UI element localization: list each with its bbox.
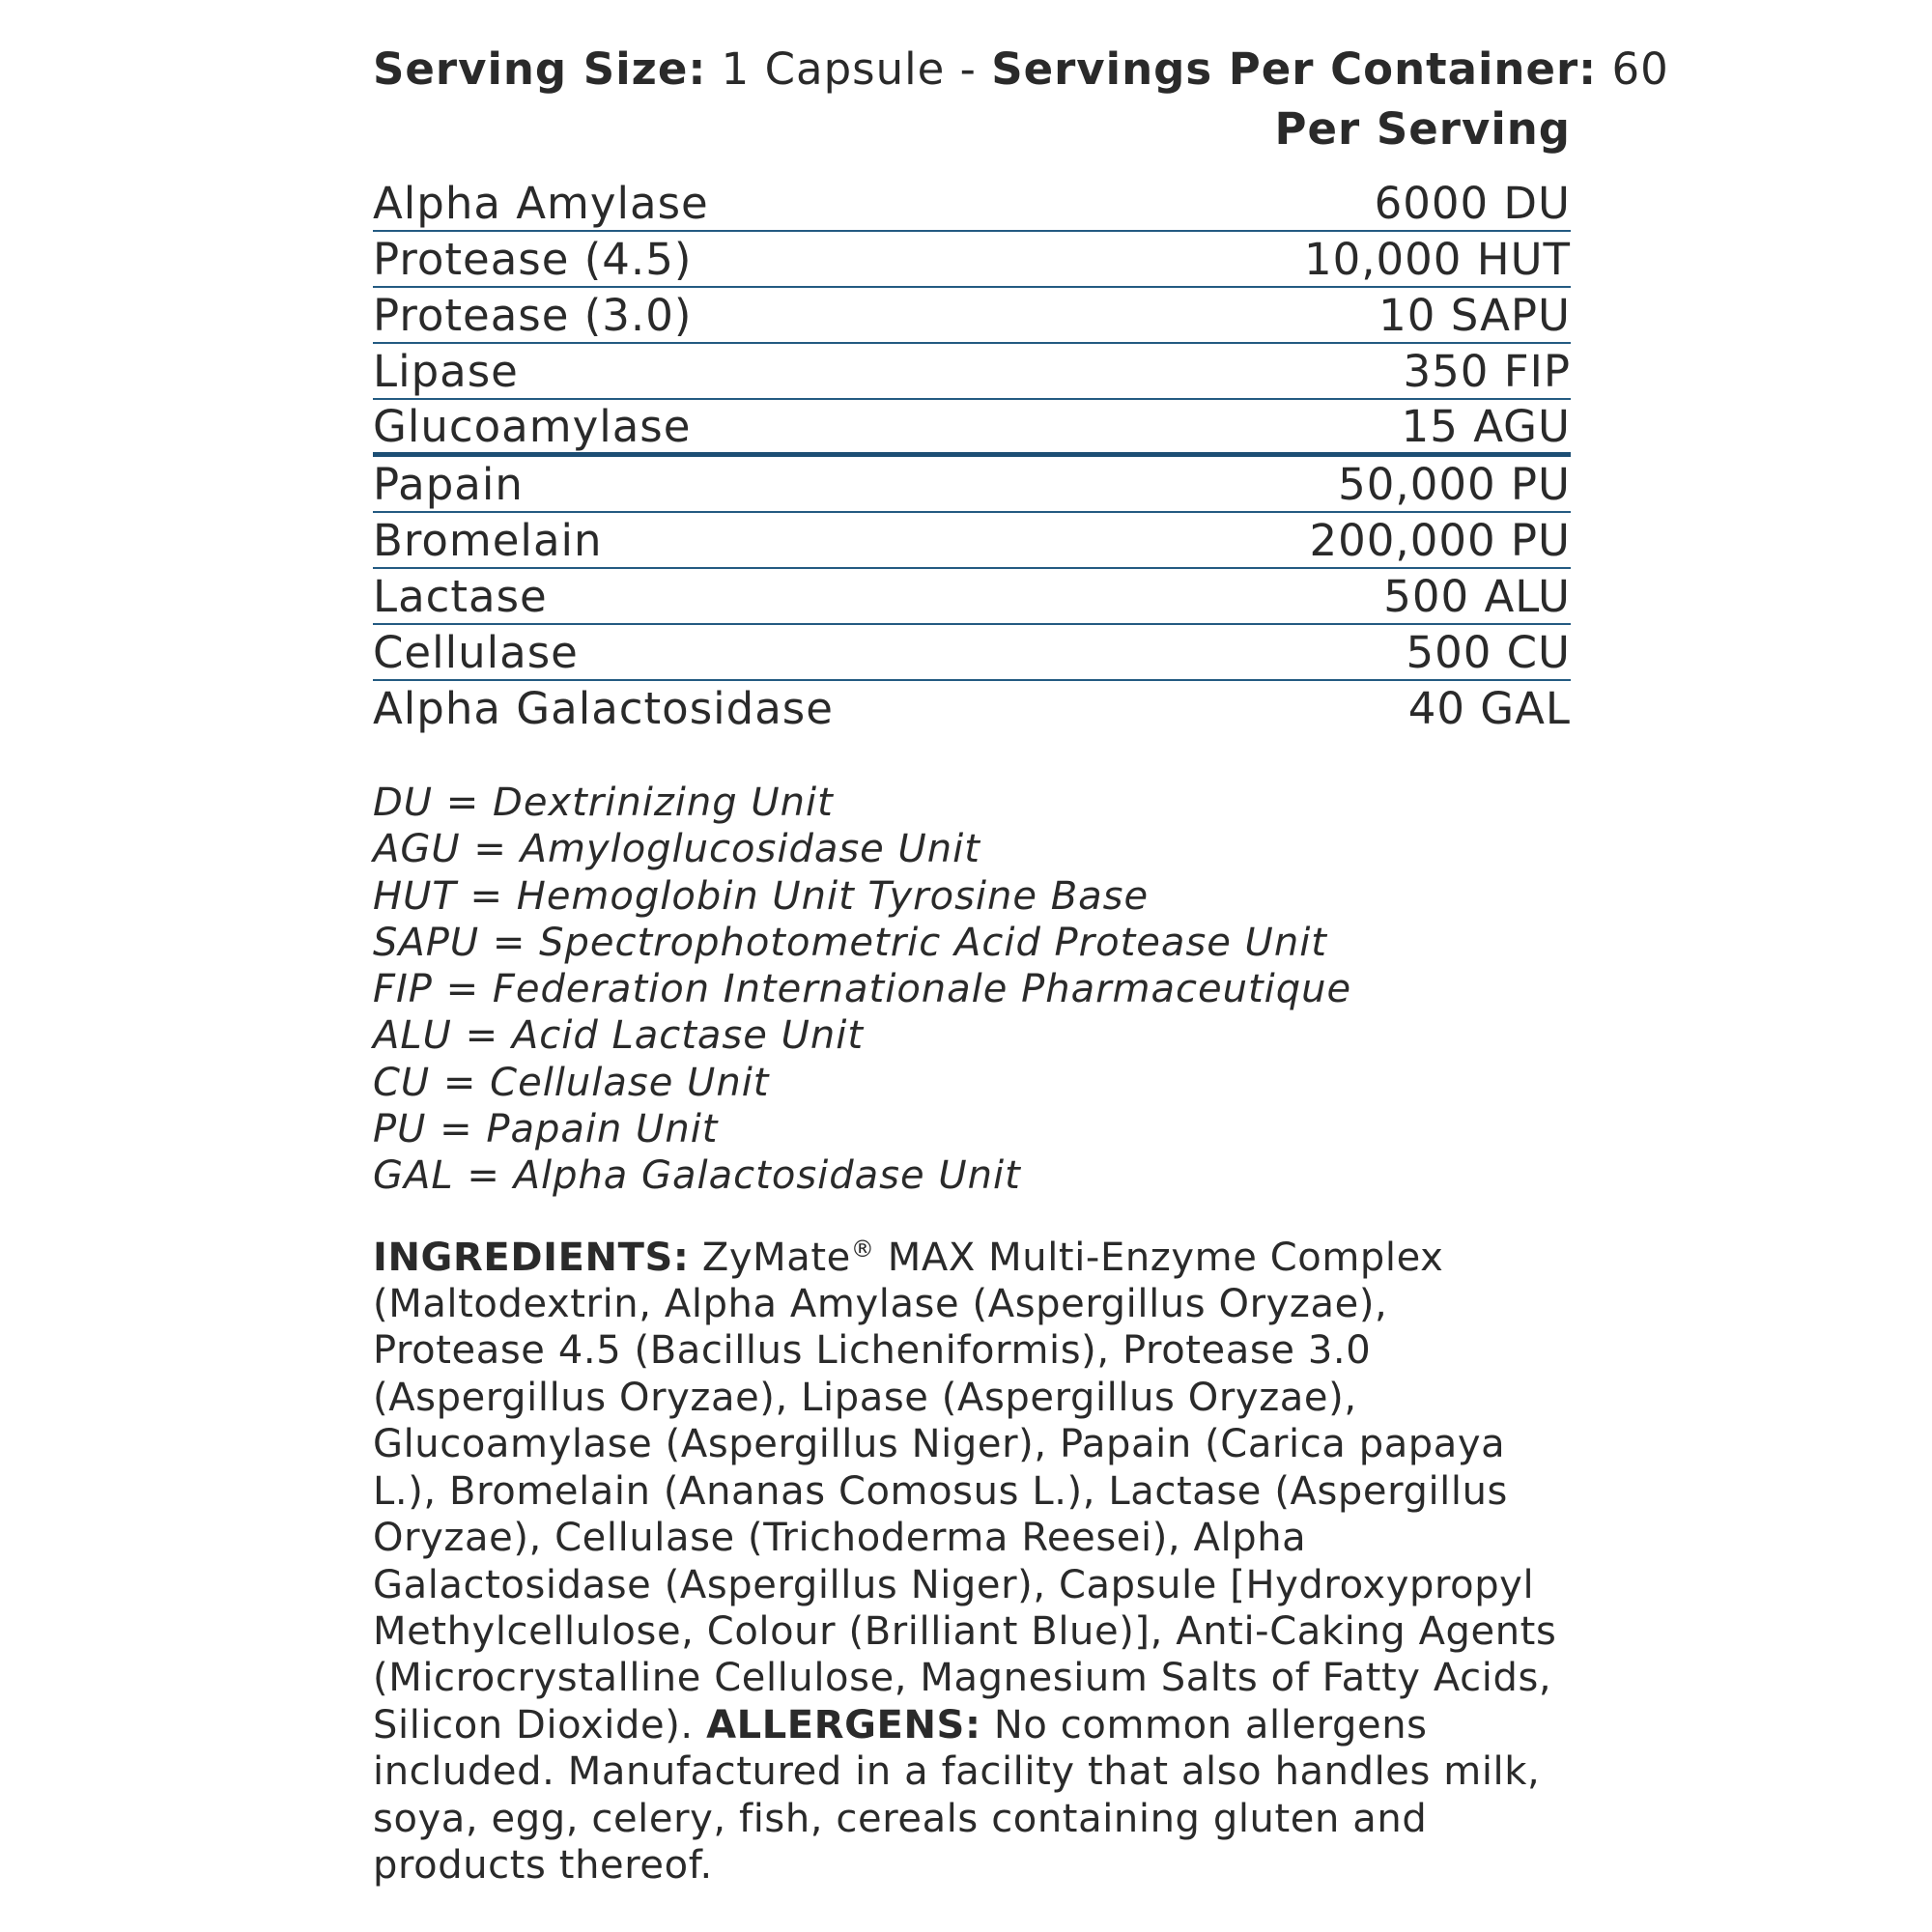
servings-per-container-value: 60: [1611, 43, 1669, 95]
facts-table: [373, 176, 1571, 735]
ingredients-paragraph: [373, 1235, 1571, 1889]
registered-mark: ®: [850, 1235, 875, 1263]
ingredient-amount: 40 GAL: [1407, 682, 1571, 734]
facts-row: [373, 681, 1571, 735]
serving-size-label: Serving Size:: [373, 43, 707, 95]
legend-line: AGU = Amyloglucosidase Unit: [373, 827, 980, 872]
facts-row: [373, 176, 1571, 232]
ingredient-name: Alpha Galactosidase: [373, 682, 834, 734]
ingredient-amount: 350 FIP: [1403, 345, 1571, 397]
ingredient-name: Bromelain: [373, 514, 603, 566]
facts-row: [373, 569, 1571, 625]
serving-size-value: 1 Capsule: [721, 43, 946, 95]
legend-line: GAL = Alpha Galactosidase Unit: [373, 1153, 1021, 1199]
facts-row: [373, 232, 1571, 288]
ingredient-amount: 500 CU: [1406, 626, 1571, 678]
ingredients-brand: ZyMate: [701, 1235, 851, 1280]
ingredient-name: Lactase: [373, 570, 548, 622]
ingredient-name: Glucoamylase: [373, 400, 692, 452]
legend-line: ALU = Acid Lactase Unit: [373, 1013, 865, 1059]
facts-row: [373, 625, 1571, 681]
facts-row: [373, 513, 1571, 569]
unit-legend: [373, 780, 1571, 1200]
legend-line: SAPU = Spectrophotometric Acid Protease Unit: [373, 920, 1327, 965]
ingredient-amount: 15 AGU: [1401, 400, 1571, 452]
ingredient-amount: 200,000 PU: [1309, 514, 1571, 566]
allergens-text: No common allergens included. Manufactured in a facility that also handles milk, soya, egg, celery, fish, cereals containing gluten and products thereof.: [373, 1702, 1541, 1888]
ingredient-name: Cellulase: [373, 626, 579, 678]
supplement-facts-panel: [373, 39, 1669, 1889]
ingredient-amount: 50,000 PU: [1338, 458, 1571, 510]
facts-row: [373, 457, 1571, 513]
facts-row: [373, 288, 1571, 344]
legend-line: DU = Dextrinizing Unit: [373, 781, 834, 825]
ingredient-amount: 6000 DU: [1374, 177, 1571, 229]
ingredient-amount: 500 ALU: [1383, 570, 1571, 622]
ingredient-name: Papain: [373, 458, 524, 510]
ingredient-amount: 10 SAPU: [1378, 289, 1571, 341]
serving-info: [373, 39, 1669, 100]
ingredients-label: INGREDIENTS:: [373, 1235, 690, 1280]
serving-separator: -: [959, 43, 977, 95]
servings-per-container-label: Servings Per Container:: [991, 43, 1598, 95]
per-serving-header: Per Serving: [1274, 103, 1571, 155]
ingredients-text: MAX Multi-Enzyme Complex (Maltodextrin, Alpha Amylase (Aspergillus Oryzae), Protease 4.5 (Bacillus Licheniformis), Protease 3.0 (Aspergillus Oryzae), Lipase (Aspergillus Oryzae), Glucoamylase (Aspergillus Niger), Papain (Carica papaya L.), Bromelain (Ananas Comosus L.), Lactase (Aspergillus Oryzae), Cellulase (Trichoderma Reesei), Alpha Galactosidase (Aspergillus Niger), Capsule [Hydroxypropyl Methylcellulose, Colour (Brilliant Blue)], Anti-Caking Agents (Microcrystalline Cellulose, Magnesium Salts of Fatty Acids, Silicon Dioxide).: [373, 1235, 1557, 1747]
ingredient-name: Lipase: [373, 345, 519, 397]
ingredient-name: Protease (3.0): [373, 289, 693, 341]
facts-row: [373, 344, 1571, 400]
ingredient-amount: 10,000 HUT: [1303, 233, 1571, 285]
facts-row: [373, 400, 1571, 457]
legend-line: PU = Papain Unit: [373, 1107, 719, 1152]
ingredient-name: Protease (4.5): [373, 233, 693, 285]
legend-line: HUT = Hemoglobin Unit Tyrosine Base: [373, 873, 1150, 919]
ingredient-name: Alpha Amylase: [373, 177, 709, 229]
allergens-label: ALLERGENS:: [706, 1702, 981, 1747]
legend-line: FIP = Federation Internationale Pharmaceutique: [373, 967, 1352, 1012]
legend-line: CU = Cellulase Unit: [373, 1060, 770, 1105]
